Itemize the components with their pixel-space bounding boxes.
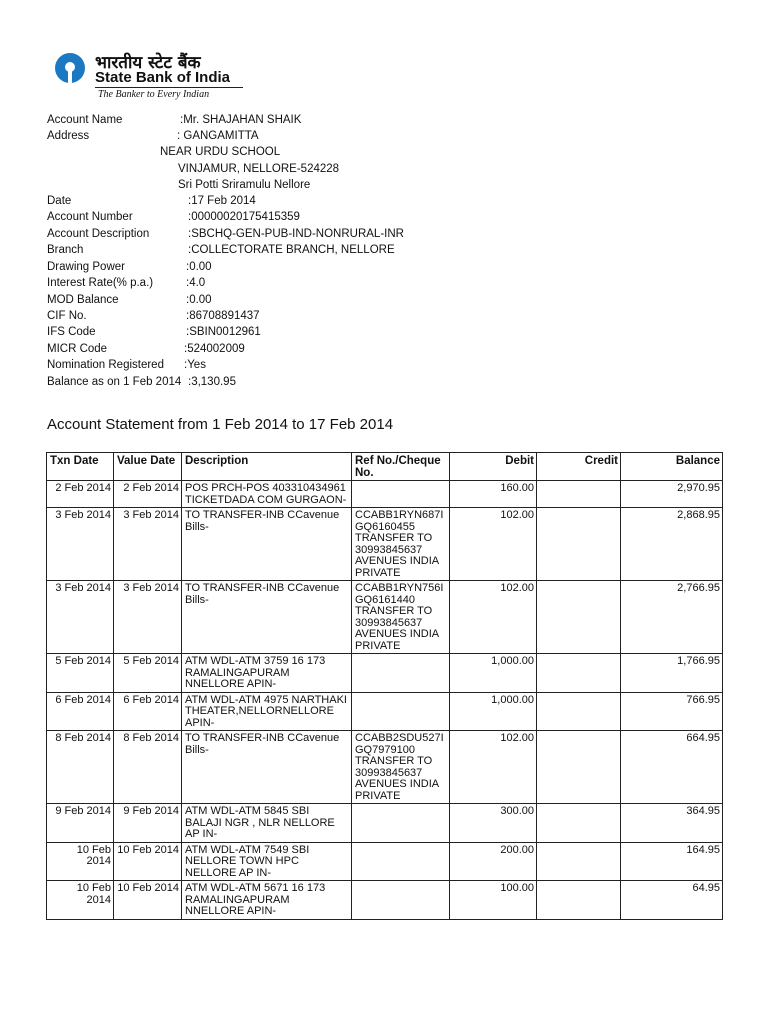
transactions-table: [46, 452, 723, 920]
table-row: [47, 881, 723, 920]
account-info-label: CIF No.: [47, 310, 87, 322]
description-cell: ATM WDL-ATM 5671 16 173 RAMALINGAPURAM NNELLORE APIN-: [182, 881, 352, 920]
debit-cell: 1,000.00: [450, 692, 537, 731]
account-info-label: Balance as on 1 Feb 2014: [47, 376, 182, 388]
table-row: [47, 481, 723, 508]
balance-cell: 2,970.95: [621, 481, 723, 508]
debit-cell: 1,000.00: [450, 654, 537, 693]
bank-tagline: The Banker to Every Indian: [98, 89, 210, 100]
account-info-label: MOD Balance: [47, 294, 119, 306]
bank-name-hindi: भारतीय स्टेट बैंक: [95, 53, 201, 73]
table-row: [47, 731, 723, 804]
account-info-value: :SBIN0012961: [186, 326, 261, 338]
debit-cell: 102.00: [450, 508, 537, 581]
account-info-row: [47, 194, 256, 208]
account-info-value: :524002009: [184, 343, 245, 355]
ref-no-cell: [352, 881, 450, 920]
ref-no-cell: [352, 842, 450, 881]
balance-cell: 364.95: [621, 804, 723, 843]
account-info-value: :17 Feb 2014: [188, 195, 256, 207]
account-info-row: [47, 342, 245, 356]
account-info-value: Sri Potti Sriramulu Nellore: [178, 179, 311, 191]
debit-cell: 160.00: [450, 481, 537, 508]
table-header-row: [47, 453, 723, 481]
account-info-label: IFS Code: [47, 326, 96, 338]
credit-cell: [537, 804, 621, 843]
account-info-label: Account Description: [47, 228, 150, 240]
value-date-cell: 10 Feb 2014: [114, 881, 182, 920]
ref-no-cell: CCABB2SDU527I GQ7979100 TRANSFER TO 30993845637 AVENUES INDIA PRIVATE: [352, 731, 450, 804]
account-info-value: :COLLECTORATE BRANCH, NELLORE: [188, 244, 395, 256]
sbi-logo: [55, 50, 255, 104]
statement-title: Account Statement from 1 Feb 2014 to 17 Feb 2014: [47, 416, 394, 433]
txn-date-cell: 2 Feb 2014: [47, 481, 114, 508]
table-row: [47, 581, 723, 654]
debit-cell: 102.00: [450, 731, 537, 804]
account-info-value: NEAR URDU SCHOOL: [160, 146, 281, 158]
txn-date-cell: 10 Feb 2014: [47, 842, 114, 881]
txn-date-cell: 6 Feb 2014: [47, 692, 114, 731]
account-info-row: [47, 129, 259, 143]
debit-cell: 200.00: [450, 842, 537, 881]
col-ref-no: Ref No./Cheque No.: [352, 453, 450, 481]
account-info-row: [47, 276, 206, 290]
account-info-row: [47, 113, 302, 127]
account-info-row: [47, 260, 212, 274]
account-info-value: :4.0: [186, 277, 206, 289]
col-debit: Debit: [450, 453, 537, 481]
account-info-label: Drawing Power: [47, 261, 125, 273]
col-balance: Balance: [621, 453, 723, 481]
account-info-value: :00000020175415359: [188, 211, 300, 223]
balance-cell: 664.95: [621, 731, 723, 804]
account-info-value: :Yes: [184, 359, 206, 371]
txn-date-cell: 8 Feb 2014: [47, 731, 114, 804]
col-txn-date: Txn Date: [47, 453, 114, 481]
txn-date-cell: 5 Feb 2014: [47, 654, 114, 693]
account-info-label: Address: [47, 130, 90, 142]
credit-cell: [537, 654, 621, 693]
description-cell: TO TRANSFER-INB CCavenue Bills-: [182, 581, 352, 654]
account-info-value: :SBCHQ-GEN-PUB-IND-NONRURAL-INR: [188, 228, 404, 240]
account-info-value: :86708891437: [186, 310, 260, 322]
table-row: [47, 804, 723, 843]
balance-cell: 1,766.95: [621, 654, 723, 693]
description-cell: POS PRCH-POS 403310434961 TICKETDADA COM GURGAON-: [182, 481, 352, 508]
ref-no-cell: [352, 654, 450, 693]
txn-date-cell: 10 Feb 2014: [47, 881, 114, 920]
account-info-row: [47, 325, 261, 339]
account-info-value: :0.00: [186, 261, 212, 273]
description-cell: ATM WDL-ATM 7549 SBI NELLORE TOWN HPC NELLORE AP IN-: [182, 842, 352, 881]
account-info-row: [47, 210, 300, 224]
credit-cell: [537, 731, 621, 804]
col-description: Description: [182, 453, 352, 481]
credit-cell: [537, 842, 621, 881]
description-cell: ATM WDL-ATM 3759 16 173 RAMALINGAPURAM NNELLORE APIN-: [182, 654, 352, 693]
credit-cell: [537, 692, 621, 731]
account-info-label: Date: [47, 195, 72, 207]
description-cell: ATM WDL-ATM 5845 SBI BALAJI NGR , NLR NELLORE AP IN-: [182, 804, 352, 843]
credit-cell: [537, 508, 621, 581]
value-date-cell: 2 Feb 2014: [114, 481, 182, 508]
description-cell: TO TRANSFER-INB CCavenue Bills-: [182, 508, 352, 581]
balance-cell: 766.95: [621, 692, 723, 731]
debit-cell: 102.00: [450, 581, 537, 654]
col-credit: Credit: [537, 453, 621, 481]
sbi-keyhole-icon: [55, 53, 85, 83]
description-cell: ATM WDL-ATM 4975 NARTHAKI THEATER,NELLORNELLORE APIN-: [182, 692, 352, 731]
account-info-row: [47, 358, 206, 372]
account-info-label: Nomination Registered: [47, 359, 164, 371]
bank-name: State Bank of India: [95, 69, 231, 86]
value-date-cell: 9 Feb 2014: [114, 804, 182, 843]
debit-cell: 100.00: [450, 881, 537, 920]
account-info-value: :Mr. SHAJAHAN SHAIK: [180, 114, 302, 126]
balance-cell: 2,868.95: [621, 508, 723, 581]
account-info-value: : GANGAMITTA: [177, 130, 259, 142]
account-info-label: Account Name: [47, 114, 123, 126]
logo-divider: [95, 87, 243, 88]
account-info-row: [47, 243, 395, 257]
ref-no-cell: CCABB1RYN756I GQ6161440 TRANSFER TO 30993845637 AVENUES INDIA PRIVATE: [352, 581, 450, 654]
debit-cell: 300.00: [450, 804, 537, 843]
account-info-label: Account Number: [47, 211, 133, 223]
value-date-cell: 3 Feb 2014: [114, 508, 182, 581]
value-date-cell: 3 Feb 2014: [114, 581, 182, 654]
col-value-date: Value Date: [114, 453, 182, 481]
table-row: [47, 692, 723, 731]
table-row: [47, 842, 723, 881]
value-date-cell: 10 Feb 2014: [114, 842, 182, 881]
account-info-row: [47, 375, 236, 389]
txn-date-cell: 3 Feb 2014: [47, 508, 114, 581]
account-info-label: Branch: [47, 244, 84, 256]
txn-date-cell: 9 Feb 2014: [47, 804, 114, 843]
balance-cell: 64.95: [621, 881, 723, 920]
account-info-value: :0.00: [186, 294, 212, 306]
table-row: [47, 654, 723, 693]
table-row: [47, 508, 723, 581]
account-info-label: Interest Rate(% p.a.): [47, 277, 154, 289]
account-info-value: :3,130.95: [188, 376, 236, 388]
credit-cell: [537, 881, 621, 920]
ref-no-cell: [352, 804, 450, 843]
credit-cell: [537, 581, 621, 654]
txn-date-cell: 3 Feb 2014: [47, 581, 114, 654]
value-date-cell: 6 Feb 2014: [114, 692, 182, 731]
description-cell: TO TRANSFER-INB CCavenue Bills-: [182, 731, 352, 804]
ref-no-cell: [352, 692, 450, 731]
ref-no-cell: CCABB1RYN687I GQ6160455 TRANSFER TO 30993845637 AVENUES INDIA PRIVATE: [352, 508, 450, 581]
value-date-cell: 8 Feb 2014: [114, 731, 182, 804]
balance-cell: 2,766.95: [621, 581, 723, 654]
account-info-row: [47, 227, 404, 241]
transactions-body: [47, 481, 723, 920]
balance-cell: 164.95: [621, 842, 723, 881]
account-info-row: [47, 293, 212, 307]
credit-cell: [537, 481, 621, 508]
value-date-cell: 5 Feb 2014: [114, 654, 182, 693]
account-info-row: [47, 309, 260, 323]
account-info-value: VINJAMUR, NELLORE-524228: [178, 163, 340, 175]
account-info-label: MICR Code: [47, 343, 108, 355]
ref-no-cell: [352, 481, 450, 508]
